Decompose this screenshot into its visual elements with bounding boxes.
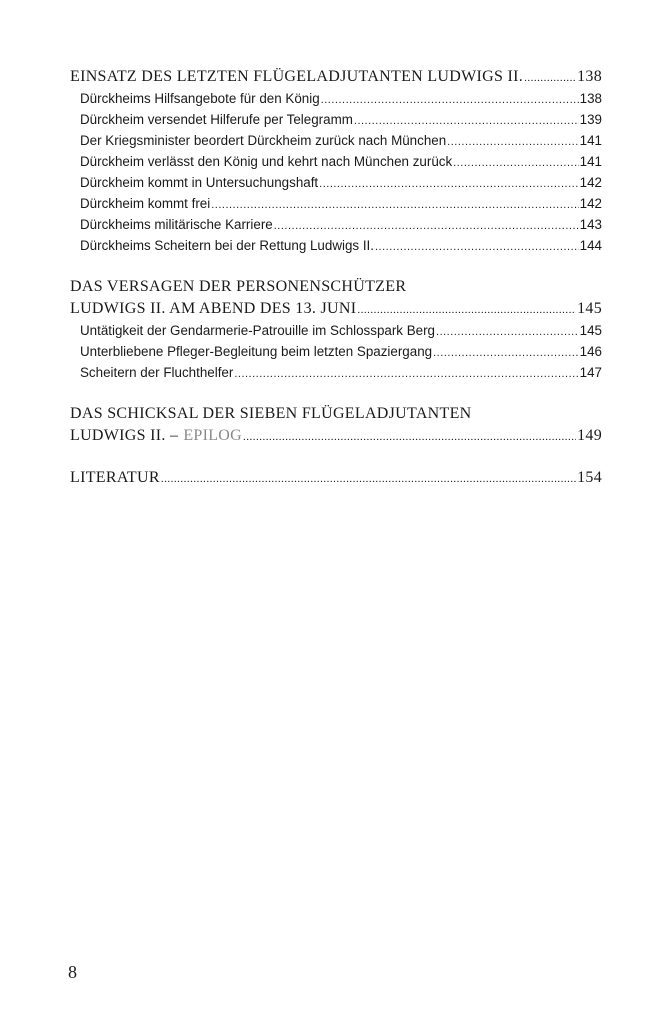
section-spacer bbox=[70, 256, 602, 276]
entry-page-number: 144 bbox=[579, 238, 602, 253]
chapter-title-line-1: DAS VERSAGEN DER PERSONENSCHÜTZER bbox=[70, 278, 407, 295]
chapter-page-number: 149 bbox=[577, 427, 602, 444]
chapter-page-number: 145 bbox=[577, 300, 602, 317]
toc-entry bbox=[70, 88, 602, 109]
leader-dots bbox=[524, 67, 576, 89]
toc-entry bbox=[70, 341, 602, 362]
chapter-page-number: 138 bbox=[577, 68, 602, 85]
section-spacer bbox=[70, 383, 602, 403]
entry-page-number: 142 bbox=[579, 175, 602, 190]
entry-page-number: 142 bbox=[579, 196, 602, 211]
toc-entry bbox=[70, 320, 602, 341]
entry-title: Dürckheim kommt in Untersuchungshaft bbox=[80, 175, 319, 190]
leader-dots bbox=[375, 237, 579, 258]
toc-entry bbox=[70, 130, 602, 151]
toc-entry bbox=[70, 235, 602, 256]
section-spacer bbox=[70, 447, 602, 467]
leader-dots bbox=[243, 426, 576, 448]
leader-dots bbox=[433, 343, 579, 364]
entry-title: Dürckheim kommt frei bbox=[80, 196, 211, 211]
chapter-page-number: 154 bbox=[577, 469, 602, 486]
entry-title: Untätigkeit der Gendarmerie-Patrouille im Schlosspark Berg bbox=[80, 323, 436, 338]
toc-entry bbox=[70, 214, 602, 235]
page-folio: 8 bbox=[68, 962, 77, 982]
entry-page-number: 146 bbox=[579, 344, 602, 359]
leader-dots bbox=[447, 132, 578, 153]
leader-dots bbox=[234, 364, 578, 385]
toc-chapter bbox=[70, 298, 602, 320]
toc-chapter bbox=[70, 276, 602, 298]
toc-entry bbox=[70, 193, 602, 214]
toc-entry bbox=[70, 109, 602, 130]
entry-page-number: 141 bbox=[579, 154, 602, 169]
entry-title: Dürckheim versendet Hilferufe per Telegramm bbox=[80, 112, 353, 127]
entry-page-number: 143 bbox=[579, 217, 602, 232]
chapter-title: LITERATUR bbox=[70, 469, 160, 486]
entry-page-number: 147 bbox=[579, 365, 602, 380]
leader-dots bbox=[319, 174, 579, 195]
leader-dots bbox=[211, 195, 578, 216]
entry-page-number: 141 bbox=[579, 133, 602, 148]
toc-chapter bbox=[70, 66, 602, 88]
chapter-title: EINSATZ DES LETZTEN FLÜGELADJUTANTEN LUDWIGS II. bbox=[70, 68, 524, 85]
chapter-title-accent: EPILOG bbox=[183, 427, 243, 444]
entry-page-number: 145 bbox=[579, 323, 602, 338]
leader-dots bbox=[357, 299, 576, 321]
leader-dots bbox=[274, 216, 579, 237]
table-of-contents bbox=[70, 66, 602, 489]
toc-chapter bbox=[70, 425, 602, 447]
chapter-title-line-1: DAS SCHICKSAL DER SIEBEN FLÜGELADJUTANTEN bbox=[70, 405, 472, 422]
entry-title: Dürckheim verlässt den König und kehrt nach München zurück bbox=[80, 154, 453, 169]
entry-title: Der Kriegsminister beordert Dürckheim zurück nach München bbox=[80, 133, 447, 148]
entry-title: Unterbliebene Pfleger-Begleitung beim letzten Spaziergang bbox=[80, 344, 433, 359]
chapter-title-line-2: LUDWIGS II. – bbox=[70, 427, 179, 444]
leader-dots bbox=[321, 90, 579, 111]
leader-dots bbox=[161, 468, 576, 490]
entry-title: Dürckheims Scheitern bei der Rettung Ludwigs II. bbox=[80, 238, 374, 253]
entry-title: Dürckheims militärische Karriere bbox=[80, 217, 273, 232]
entry-page-number: 138 bbox=[579, 91, 602, 106]
toc-entry bbox=[70, 362, 602, 383]
toc-entry bbox=[70, 172, 602, 193]
entry-title: Dürckheims Hilfsangebote für den König bbox=[80, 91, 320, 106]
entry-page-number: 139 bbox=[579, 112, 602, 127]
chapter-title-line-2: LUDWIGS II. AM ABEND DES 13. JUNI bbox=[70, 300, 357, 317]
toc-entry bbox=[70, 151, 602, 172]
leader-dots bbox=[436, 322, 579, 343]
toc-chapter bbox=[70, 403, 602, 425]
leader-dots bbox=[453, 153, 579, 174]
leader-dots bbox=[354, 111, 579, 132]
toc-chapter bbox=[70, 467, 602, 489]
entry-title: Scheitern der Fluchthelfer bbox=[80, 365, 234, 380]
